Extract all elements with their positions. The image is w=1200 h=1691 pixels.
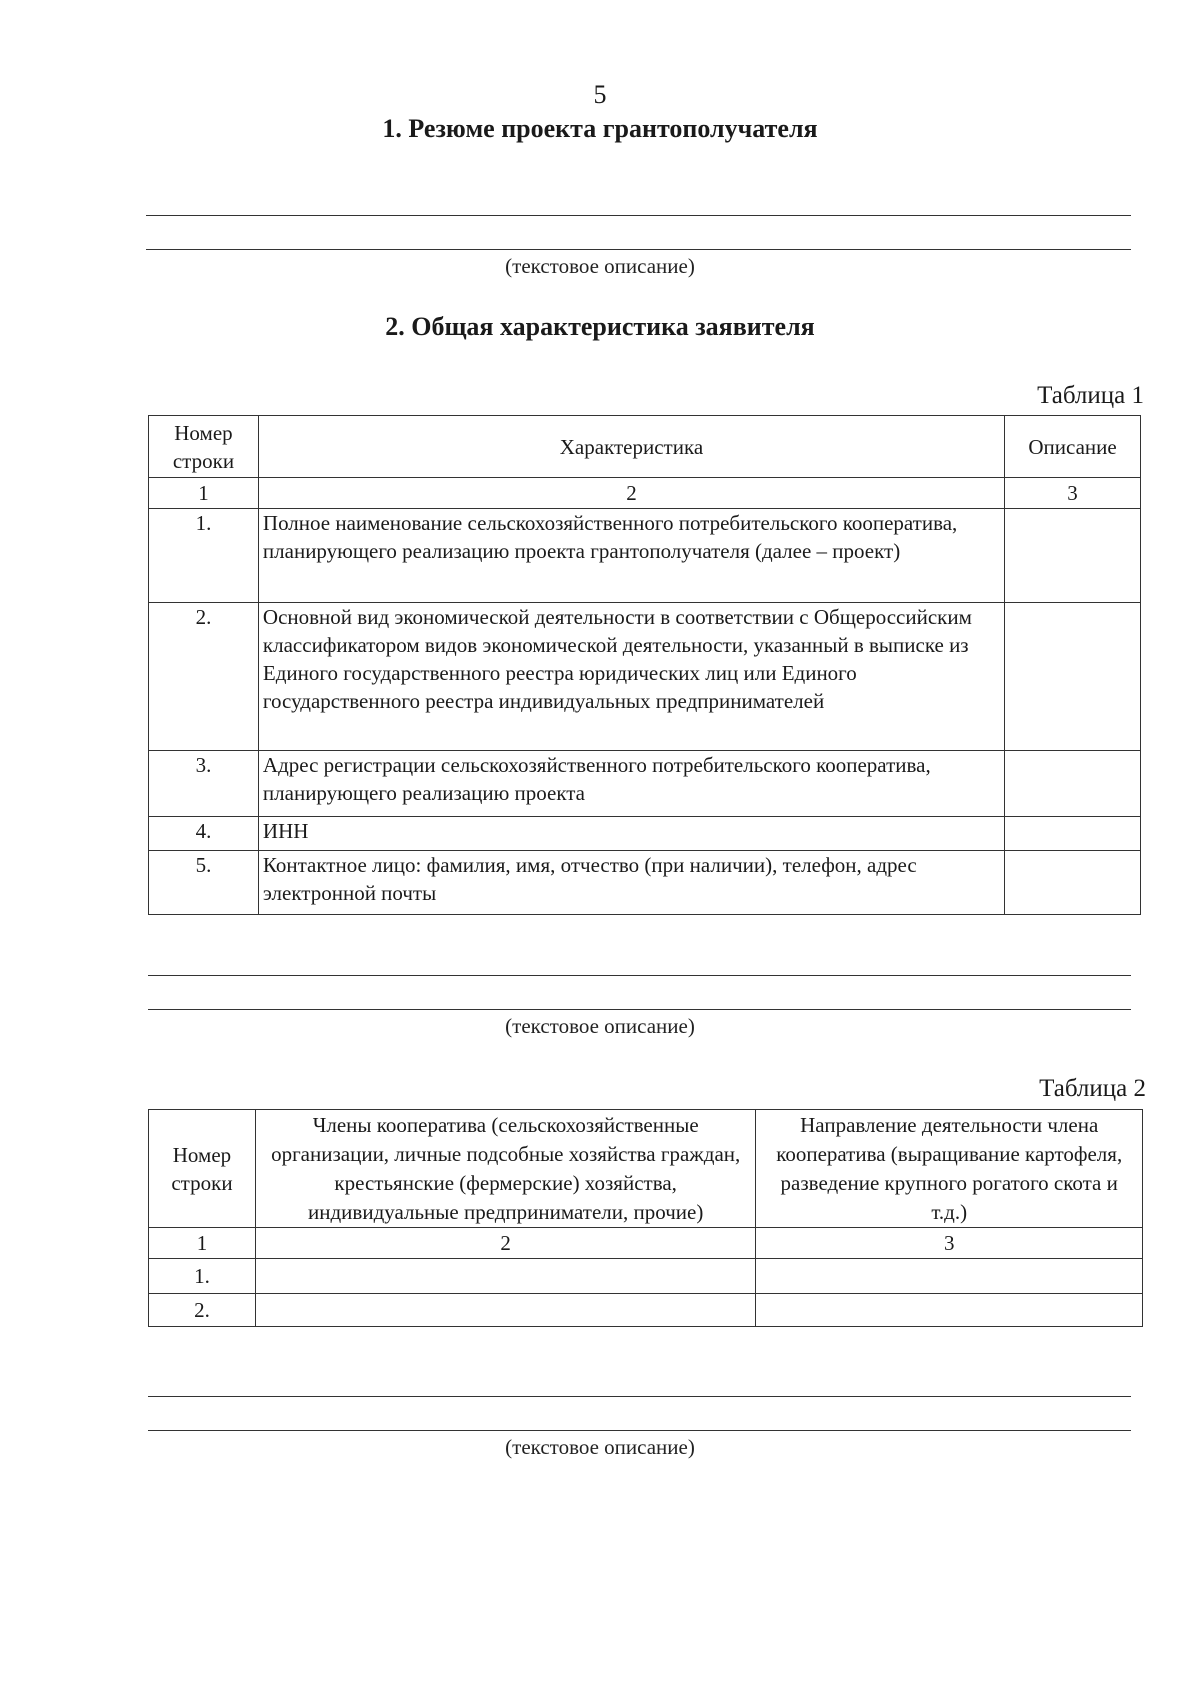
table1-header-description: Описание	[1005, 416, 1141, 478]
row-member[interactable]	[255, 1294, 756, 1327]
row-direction[interactable]	[756, 1259, 1143, 1294]
row-number: 4.	[149, 817, 259, 851]
row-number: 2.	[149, 603, 259, 751]
section1-caption: (текстовое описание)	[505, 254, 695, 278]
text-line	[148, 1430, 1131, 1431]
table1-header-number: Номер строки	[149, 416, 259, 478]
table2-index-cell: 3	[756, 1228, 1143, 1259]
table2-label: Таблица 2	[1039, 1075, 1146, 1102]
row-number: 1.	[149, 1259, 256, 1294]
table1-index-cell: 1	[149, 478, 259, 509]
row-number: 1.	[149, 509, 259, 603]
row-text: Основной вид экономической деятельности в соответствии с Общероссийским классификатором видов экономической деятельности, указанный в выписке из Единого государственного реестра юридических лиц или Единого государственного реестра индивидуальных предпринимателей	[258, 603, 1004, 751]
section1-title: 1. Резюме проекта грантополучателя	[382, 114, 818, 143]
table1	[148, 415, 1141, 915]
table-row	[149, 1259, 1143, 1294]
row-text: Контактное лицо: фамилия, имя, отчество (при наличии), телефон, адрес электронной почты	[258, 851, 1004, 915]
table-row	[149, 1294, 1143, 1327]
table-row	[149, 817, 1141, 851]
row-number: 5.	[149, 851, 259, 915]
row-member[interactable]	[255, 1259, 756, 1294]
table-row	[149, 851, 1141, 915]
row-description[interactable]	[1005, 817, 1141, 851]
text-line	[146, 249, 1131, 250]
table2	[148, 1109, 1143, 1327]
table-row	[149, 751, 1141, 817]
row-direction[interactable]	[756, 1294, 1143, 1327]
row-description[interactable]	[1005, 751, 1141, 817]
row-number: 2.	[149, 1294, 256, 1327]
table1-label: Таблица 1	[1037, 382, 1144, 409]
table1-caption: (текстовое описание)	[505, 1014, 695, 1038]
row-description[interactable]	[1005, 851, 1141, 915]
row-text: Адрес регистрации сельскохозяйственного потребительского кооператива, планирующего реализацию проекта	[258, 751, 1004, 817]
table1-header-characteristic: Характеристика	[258, 416, 1004, 478]
table1-index-cell: 3	[1005, 478, 1141, 509]
text-line	[148, 1009, 1131, 1010]
table-row	[149, 603, 1141, 751]
text-line	[148, 975, 1131, 976]
row-text: Полное наименование сельскохозяйственного потребительского кооператива, планирующего реализацию проекта грантополучателя (далее – проект)	[258, 509, 1004, 603]
page-number: 5	[593, 80, 607, 109]
table2-caption: (текстовое описание)	[505, 1435, 695, 1459]
table2-index-cell: 1	[149, 1228, 256, 1259]
table1-index-cell: 2	[258, 478, 1004, 509]
table2-header-members: Члены кооператива (сельскохозяйственные организации, личные подсобные хозяйства граждан, крестьянские (фермерские) хозяйства, индивидуальные предприниматели, прочие)	[255, 1110, 756, 1228]
table-row	[149, 509, 1141, 603]
table2-header-number: Номер строки	[149, 1110, 256, 1228]
row-description[interactable]	[1005, 509, 1141, 603]
table2-index-cell: 2	[255, 1228, 756, 1259]
row-description[interactable]	[1005, 603, 1141, 751]
text-line	[146, 215, 1131, 216]
row-text: ИНН	[258, 817, 1004, 851]
section2-title: 2. Общая характеристика заявителя	[385, 312, 815, 341]
text-line	[148, 1396, 1131, 1397]
row-number: 3.	[149, 751, 259, 817]
table2-header-direction: Направление деятельности члена кооператива (выращивание картофеля, разведение крупного рогатого скота и т.д.)	[756, 1110, 1143, 1228]
